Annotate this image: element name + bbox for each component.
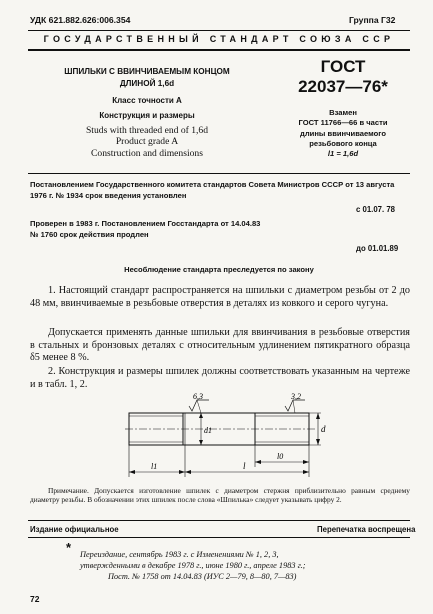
roughness-mark-left [189, 400, 209, 411]
subtitle-ru: Конструкция и размеры [99, 111, 195, 120]
l0-label: l0 [277, 452, 284, 461]
d-label: d [321, 424, 326, 434]
divider-footnote [28, 537, 410, 538]
l-label: l [243, 461, 246, 471]
paragraph-2: Допускается применять данные шпильки для ввинчивания в резьбовые отверстия в стальных и бронзовых деталях с относительным удлинением пятикратного образца δ5 менее 8 %. [30, 327, 410, 364]
page-number: 72 [30, 594, 40, 604]
footnote-line: Пост. № 1758 от 14.04.83 (ИУС 2—79, 8—80, 7—83) [108, 572, 297, 581]
title-en-line: Construction and dimensions [91, 147, 203, 159]
replaces-line: длины ввинчиваемого [300, 128, 386, 138]
roughness-right-label: 3,2 [291, 392, 301, 401]
title-ru [38, 66, 256, 89]
replaces-line: l1 = 1,6d [327, 149, 359, 159]
checked-text: Проверен в 1983 г. Постановлением Госстандарта от 14.04.83 № 1760 срок действия продлен [30, 219, 261, 239]
udc-code: УДК 621.882.626:006.354 [30, 15, 131, 25]
roughness-mark-right [285, 400, 305, 411]
divider-edition [28, 520, 410, 521]
grade-ru: Класс точности А [112, 96, 182, 105]
law-notice: Несоблюдение стандарта преследуется по закону [124, 265, 314, 274]
footnote-text [80, 549, 410, 582]
footnote-star: * [66, 540, 72, 555]
paragraph-1: 1. Настоящий стандарт распространяется на шпильки с диаметром резьбы от 2 до 48 мм, ввинчиваемые в резьбовые отверстия в деталях из ковкого и серого чугуна. [30, 285, 410, 309]
roughness-left-label: 6,3 [193, 392, 203, 401]
title-en-line: Studs with threaded end of 1,6d [85, 125, 209, 136]
divider-decree [28, 173, 410, 174]
replaces-line: резьбового конца [309, 138, 377, 148]
reprint-prohibited: Перепечатка воспрещена [317, 525, 416, 534]
gost-number: 22037—76* [298, 77, 388, 96]
title-en [38, 125, 256, 159]
replaces-block [278, 108, 408, 159]
group-code: Группа Г32 [349, 15, 396, 25]
drawing-note: Примечание. Допускается изготовление шпилек с диаметром стержня приблизительно равным среднему диаметру резьбы. В обозначении этих шпилек после слова «Шпилька» следует указывать цифру 2. [30, 486, 410, 505]
header-rule-bottom [28, 49, 410, 51]
title-ru-line: ШПИЛЬКИ С ВВИНЧИВАЕМЫМ КОНЦОМ [64, 67, 230, 76]
title-en-line: Product grade A [115, 136, 179, 148]
decree-text: Постановлением Государственного комитета стандартов Совета Министров СССР от 13 августа 1976 г. № 1934 срок введения установлен [30, 180, 395, 200]
title-ru-line: ДЛИНОЙ 1,6d [119, 78, 175, 88]
replaces-line: Взамен [329, 108, 357, 117]
gost-label: ГОСТ [320, 57, 366, 76]
l1-label: l1 [151, 462, 158, 471]
replaces-line: ГОСТ 11766—66 в части [298, 118, 388, 128]
footnote-line: утвержденными в декабре 1978 г., июне 1980 г., апреле 1983 г.; [80, 561, 306, 570]
edition-official: Издание официальное [30, 525, 119, 534]
header-rule-top [28, 30, 410, 31]
paragraph-3: 2. Конструкция и размеры шпилек должны соответствовать указанным на чертеже и в табл. 1, 2. [30, 366, 410, 390]
footnote-line: Переиздание, сентябрь 1983 г. с Изменениями № 1, 2, 3, [80, 550, 279, 559]
d1-label: d1 [204, 426, 212, 435]
org-banner: ГОСУДАРСТВЕННЫЙ СТАНДАРТ СОЮЗА ССР [43, 34, 395, 44]
date-effective: с 01.07. 78 [356, 205, 396, 214]
stud-drawing [105, 392, 331, 480]
date-extended: до 01.01.89 [356, 244, 399, 253]
